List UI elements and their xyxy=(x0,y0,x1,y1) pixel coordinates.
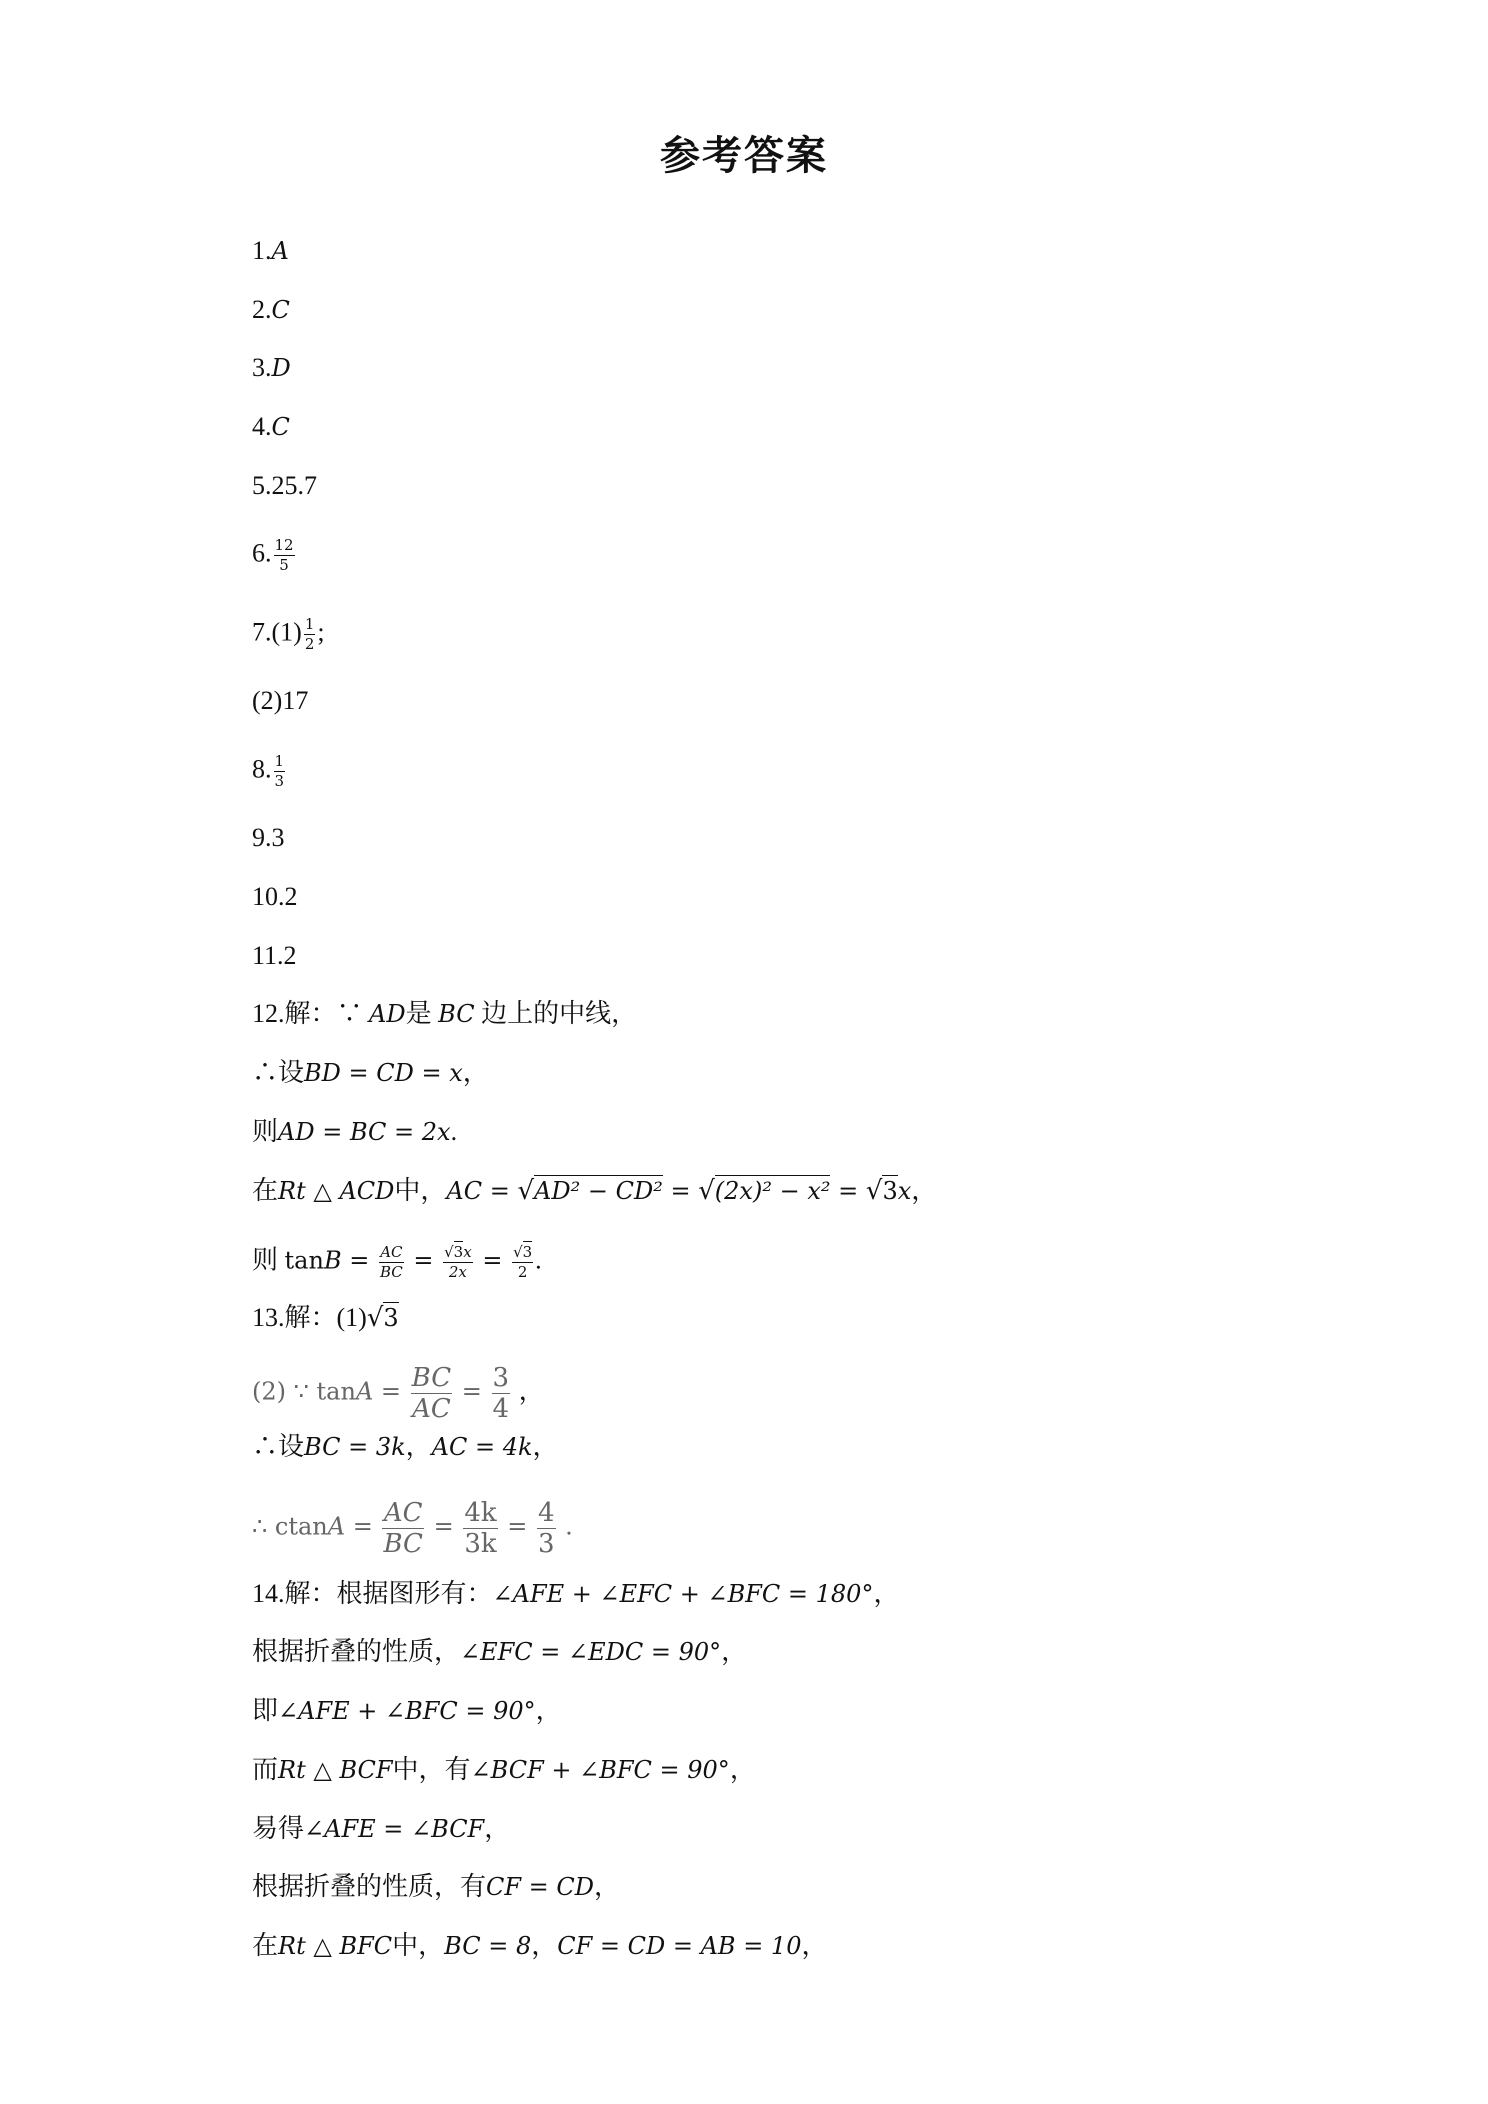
q14-line-1: 14.解：根据图形有：∠AFE + ∠EFC + ∠BFC = 180°， xyxy=(252,1579,900,1608)
q12-line-1: 12.解：∵ AD是 BC 边上的中线， xyxy=(252,999,638,1028)
q14-line-2: 根据折叠的性质，∠EFC = ∠EDC = 90°， xyxy=(252,1637,748,1666)
q13-line-4: ∴ ctanA = $\frac{AC}{BC}$ = $\frac{4k}{3k}$ = $\frac{4}{3}$ . xyxy=(252,1498,573,1559)
answer-7-part-1: 7.(1) $\frac{1}{2}$ ; xyxy=(252,615,325,653)
answer-8: 8. $\frac{1}{3}$ xyxy=(252,752,285,790)
q14-line-3: 即∠AFE + ∠BFC = 90°， xyxy=(252,1696,562,1725)
q14-line-5: 易得∠AFE = ∠BCF， xyxy=(252,1814,511,1843)
answer-10: 10.2 xyxy=(252,882,298,911)
q12-line-2: ∴设BD = CD = x， xyxy=(252,1058,489,1087)
sqrt-2: √(2x)² − x² xyxy=(698,1176,831,1206)
q12-line-5: 则 tanB = $\frac{AC}{BC}$ = $\frac{√3x}{2x}$ = $\frac{√3}{2}$ . xyxy=(252,1243,542,1281)
page-title: 参考答案 xyxy=(660,133,828,179)
sqrt-1: √AD² − CD² xyxy=(517,1176,663,1206)
q12-line-4: 在Rt △ ACD中，AC = √AD² − CD² = √(2x)² − x² = √3x， xyxy=(252,1176,938,1206)
answer-4: 4.C xyxy=(252,412,290,441)
q14-line-6: 根据折叠的性质，有CF = CD， xyxy=(252,1872,621,1901)
answer-11: 11.2 xyxy=(252,941,297,970)
answer-3: 3.D xyxy=(252,353,291,382)
q14-line-4: 而Rt △ BCF中，有∠BCF + ∠BFC = 90°， xyxy=(252,1755,756,1784)
answer-6: 6. $\frac{12}{5}$ xyxy=(252,536,294,574)
q13-line-2: (2) ∵ tanA = $\frac{BC}{AC}$ = $\frac{3}{4}$ ， xyxy=(252,1363,545,1424)
answer-7-part-2: (2)17 xyxy=(252,686,309,715)
q12-line-3: 则AD = BC = 2x. xyxy=(252,1117,458,1146)
sqrt-3: √3 xyxy=(865,1176,898,1206)
answer-2: 2.C xyxy=(252,295,290,324)
q13-line-1: 13.解：(1)√3 xyxy=(252,1303,399,1333)
q14-line-7: 在Rt △ BFC中，BC = 8，CF = CD = AB = 10， xyxy=(252,1931,828,1960)
sqrt-4: √3 xyxy=(366,1303,399,1333)
answer-5: 5.25.7 xyxy=(252,471,317,500)
answer-1: 1.A xyxy=(252,236,289,265)
answer-9: 9.3 xyxy=(252,823,285,852)
q13-line-3: ∴设BC = 3k，AC = 4k， xyxy=(252,1432,559,1461)
